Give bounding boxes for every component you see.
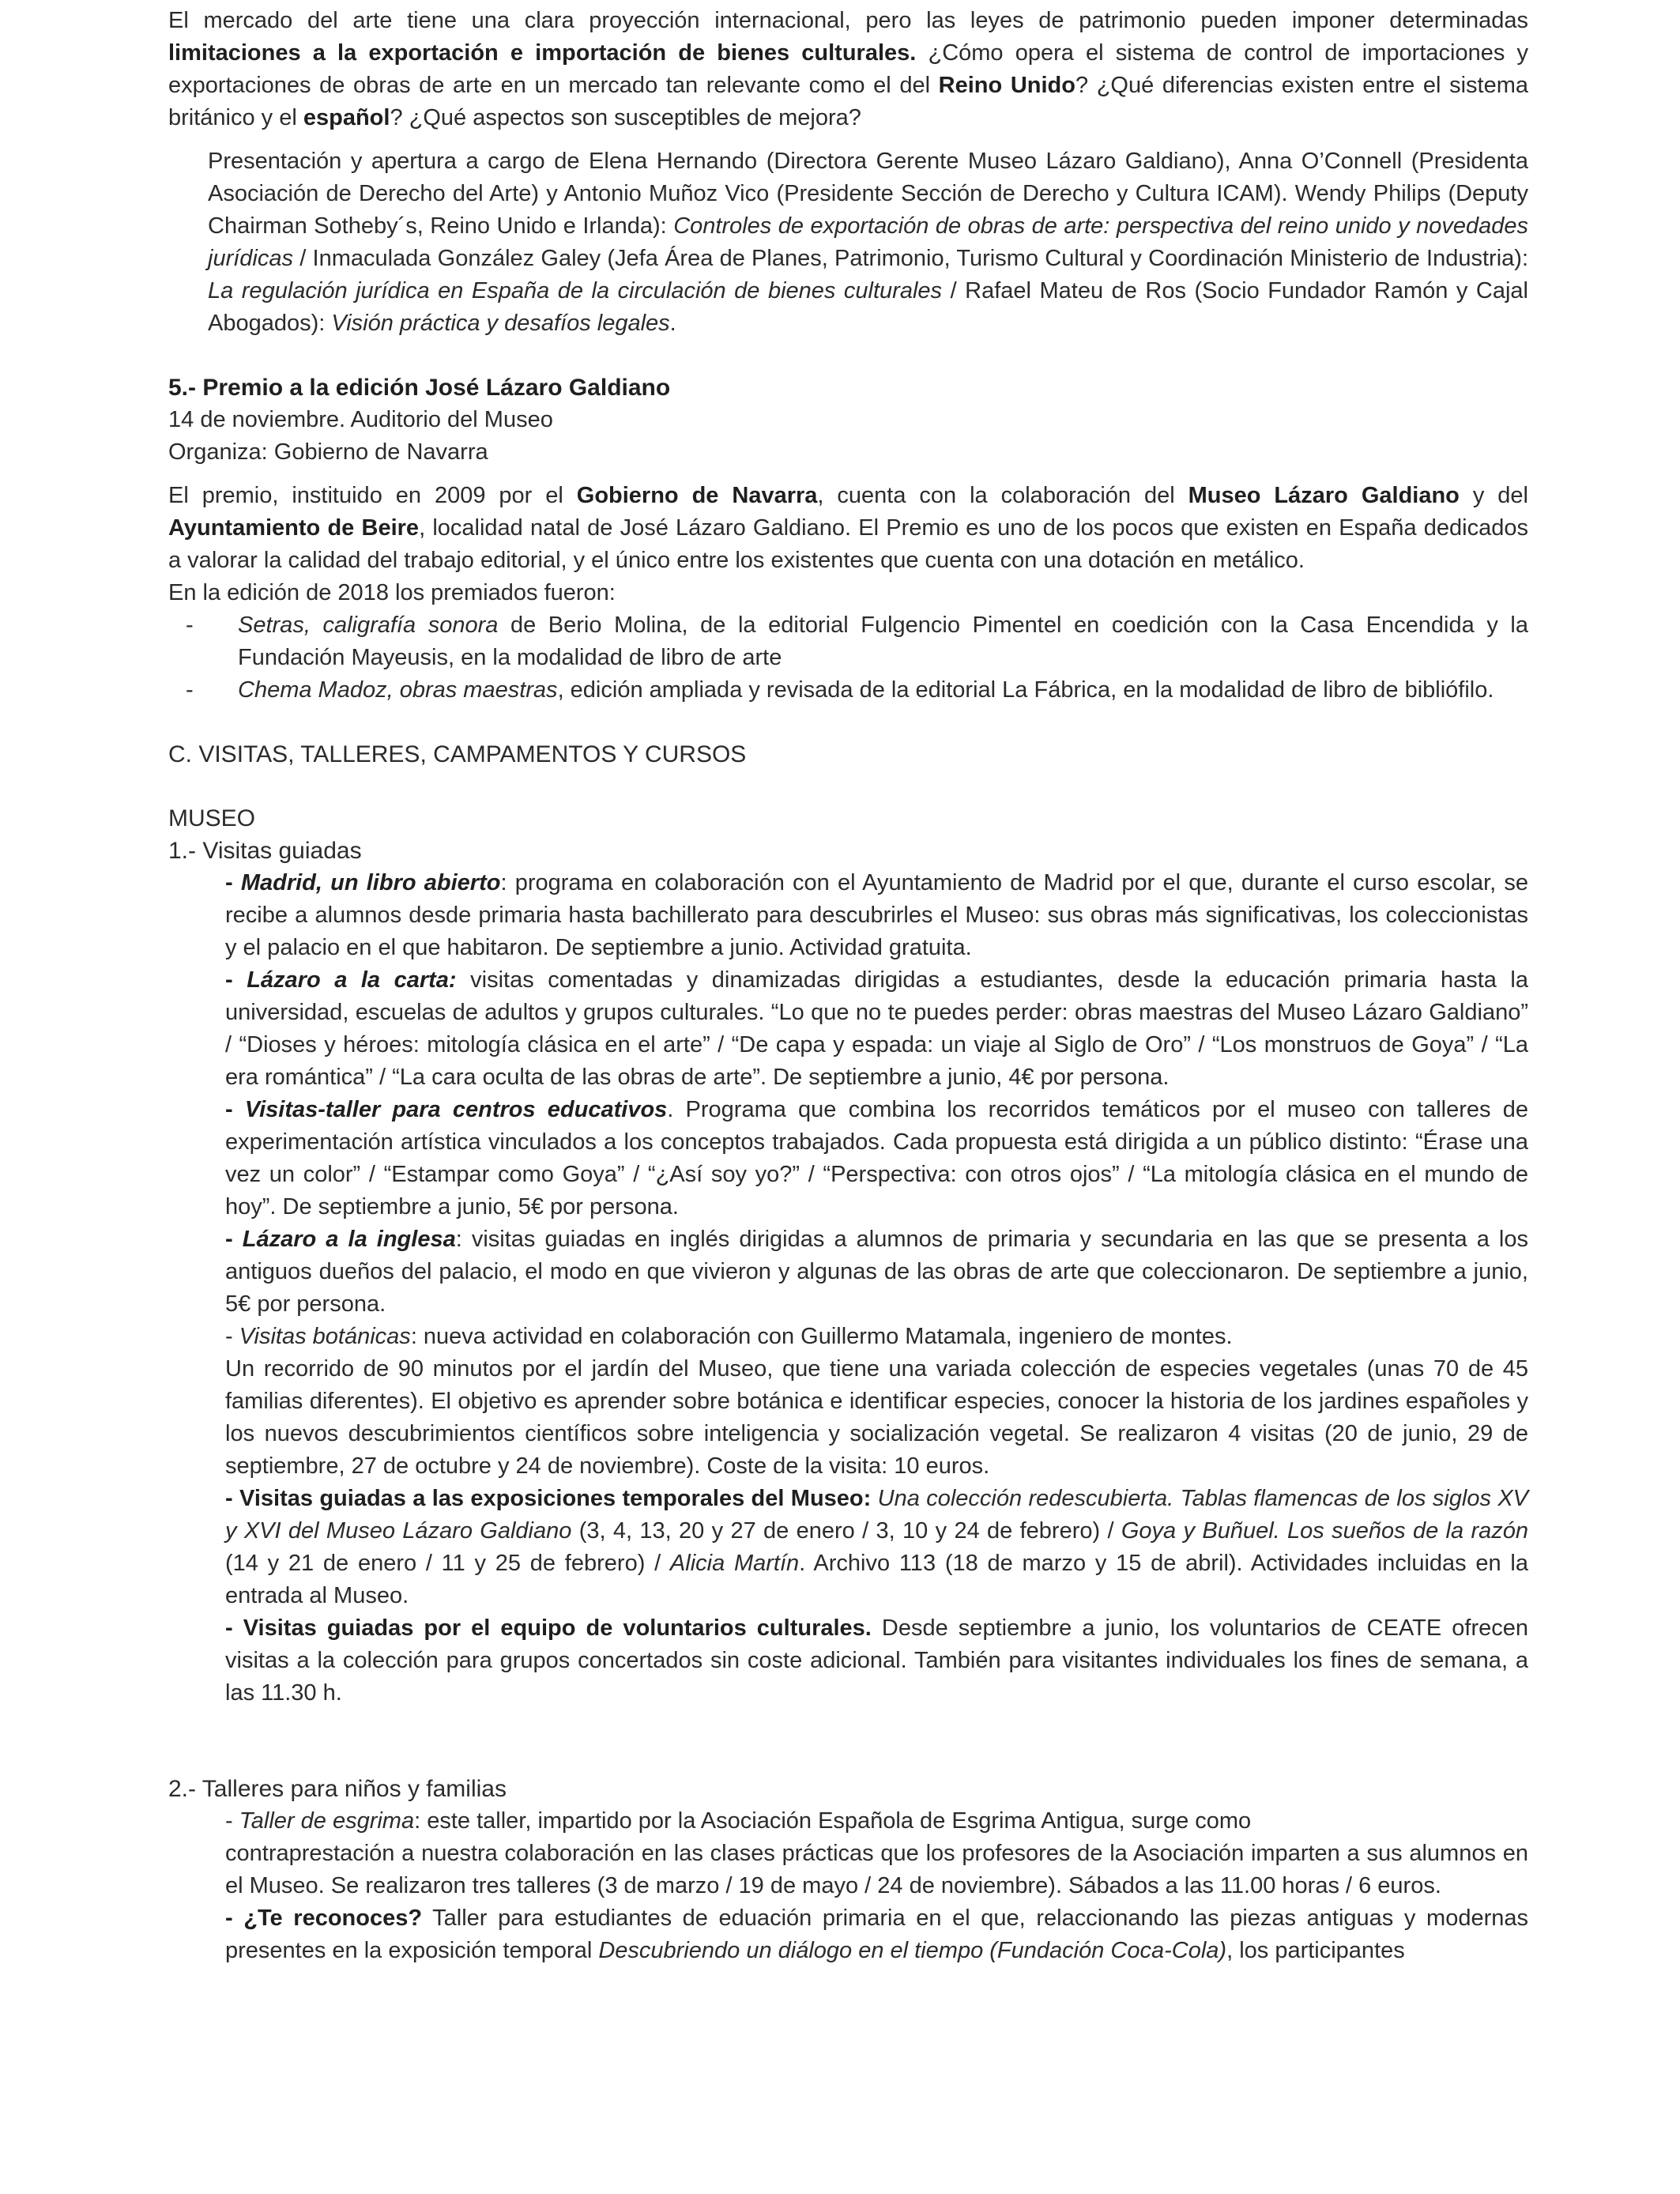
list-item-text: , edición ampliada y revisada de la editorial La Fábrica, en la modalidad de libro de bibliófilo. (557, 677, 1494, 703)
visita-title: - Visitas guiadas a las exposiciones temporales del Museo: (225, 1486, 878, 1511)
visita-voluntarios (225, 1612, 1528, 1710)
premio-text: , localidad natal de José Lázaro Galdiano. El Premio es uno de los pocos que existen en España dedicados a valorar la calidad del trabajo editorial, y el único entre los existentes que cuenta con una dotación en metálico. (168, 515, 1528, 573)
list-item (168, 609, 1528, 674)
document-page (168, 5, 1528, 1967)
visita-text: (14 y 21 de enero / 11 y 25 de febrero) / (225, 1551, 670, 1576)
taller-text: Taller para estudiantes de eduación primaria en el que, relaccionando las piezas antiguas y modernas presentes en la exposición temporal (225, 1906, 1528, 1963)
visita-title: Madrid, un libro abierto (240, 870, 501, 895)
premio-paragraph (168, 480, 1528, 577)
taller-esgrima (225, 1805, 1528, 1838)
visita-dash: - (225, 1324, 239, 1349)
visita-title: Visitas botánicas (239, 1324, 411, 1349)
list-dash: - (186, 613, 194, 638)
visita-text: . Programa que combina los recorridos temáticos por el museo con talleres de experimentación artística vinculados a los conceptos trabajados. Cada propuesta está dirigida a un público distinto: “Érase una vez un color” / “Estampar como Goya” / “¿Así soy yo?” / “Perspectiva: con otros ojos” / “La mitología clásica en el mundo de hoy”. De septiembre a junio, 5€ por persona. (225, 1097, 1528, 1220)
presentation-italic: La regulación jurídica en España de la circulación de bienes culturales (208, 278, 943, 303)
visita-lazaro-inglesa (225, 1223, 1528, 1321)
visita-text: : visitas guiadas en inglés dirigidas a alumnos de primaria y secundaria en las que se presenta a los antiguos dueños del palacio, el modo en que vivieron y algunas de las obras de arte que coleccionaron. De septiembre a junio, 5€ por persona. (225, 1227, 1528, 1317)
taller-dash: - (225, 1808, 239, 1834)
premio-winners-list (168, 609, 1528, 707)
premio-date: 14 de noviembre. Auditorio del Museo (168, 407, 553, 432)
list-dash: - (186, 677, 194, 703)
visita-botanicas-detail: Un recorrido de 90 minutos por el jardín del Museo, que tiene una variada colección de especies vegetales (unas 70 de 45 familias diferentes). El objetivo es aprender sobre botánica e identificar especies, conocer la historia de los jardines españoles y los nuevos descubrimientos científicos sobre inteligencia y socialización vegetal. Se realizaron 4 visitas (20 de junio, 29 de septiembre, 27 de octubre y 24 de noviembre). Coste de la visita: 10 euros. (225, 1356, 1528, 1479)
visita-dash: - (225, 870, 241, 895)
intro-paragraph (168, 5, 1528, 134)
intro-bold-reino-unido: Reino Unido (938, 73, 1075, 98)
visita-title: Lázaro a la inglesa (242, 1227, 456, 1252)
list-item-text: de Berio Molina, de la editorial Fulgencio Pimentel en coedición con la Casa Encendida y la Fundación Mayeusis, en la modalidad de libro de arte (238, 613, 1528, 670)
visita-title: - Visitas guiadas por el equipo de voluntarios culturales. (225, 1615, 872, 1641)
visita-botanicas (225, 1321, 1528, 1353)
visitas-heading: 1.- Visitas guiadas (168, 838, 362, 864)
premio-heading: 5.- Premio a la edición José Lázaro Galdiano (168, 375, 671, 401)
talleres-block (168, 1805, 1528, 1967)
presentation-text: / Rafael Mateu de Ros (Socio Fundador Ramón y Cajal Abogados): (208, 278, 1528, 336)
taller-te-reconoces (225, 1902, 1528, 1967)
visita-text: Desde septiembre a junio, los voluntarios de CEATE ofrecen visitas a la colección para grupos concertados sin coste adicional. También para visitantes individuales los fines de semana, a las 11.30 h. (225, 1615, 1528, 1706)
visita-text: (3, 4, 13, 20 y 27 de enero / 3, 10 y 24 de febrero) / (571, 1518, 1121, 1544)
intro-text: ¿Cómo opera el sistema de control de importaciones y exportaciones de obras de arte en un mercado tan relevante como el del (168, 40, 1528, 98)
visita-exposiciones-temporales (225, 1483, 1528, 1612)
visita-text: : nueva actividad en colaboración con Guillermo Matamala, ingeniero de montes. (410, 1324, 1233, 1349)
list-item (168, 674, 1528, 707)
premio-edition: En la edición de 2018 los premiados fueron: (168, 580, 616, 605)
presentation-text: Presentación y apertura a cargo de Elena Hernando (Directora Gerente Museo Lázaro Galdiano), Anna O’Connell (Presidenta Asociación de Derecho del Arte) y Antonio Muñoz Vico (Presidente Sección de Derecho y Cultura ICAM). Wendy Philips (Deputy Chairman Sotheby´s, Reino Unido e Irlanda): (208, 149, 1528, 239)
taller-italic: Descubriendo un diálogo en el tiempo (Fundación Coca-Cola) (598, 1938, 1227, 1963)
visita-text: visitas comentadas y dinamizadas dirigidas a estudiantes, desde la educación primaria hasta la universidad, escuelas de adultos y grupos culturales. “Lo que no te puedes perder: obras maestras del Museo Lázaro Galdiano” / “Dioses y héroes: mitología clásica en el arte” / “De capa y espada: un viaje al Siglo de Oro” / “Los monstruos de Goya” / “La era romántica” / “La cara oculta de las obras de arte”. De septiembre a junio, 4€ por persona. (225, 967, 1528, 1090)
intro-text: El mercado del arte tiene una clara proyección internacional, pero las leyes de patrimonio pueden imponer determinadas (168, 8, 1528, 33)
taller-text: : este taller, impartido por la Asociación Española de Esgrima Antigua, surge como (414, 1808, 1252, 1834)
visita-madrid-libro-abierto (225, 867, 1528, 964)
visita-italic: Goya y Buñuel. Los sueños de la razón (1121, 1518, 1528, 1544)
talleres-heading: 2.- Talleres para niños y familias (168, 1776, 507, 1802)
premio-text: El premio, instituido en 2009 por el (168, 483, 577, 508)
visita-title: Lázaro a la carta: (247, 967, 457, 993)
premio-text: , cuenta con la colaboración del (817, 483, 1188, 508)
presentation-italic: Visión práctica y desafíos legales (331, 311, 670, 336)
visita-dash: - (225, 1227, 243, 1252)
taller-text: , los participantes (1226, 1938, 1405, 1963)
presentation-text: . (669, 311, 676, 336)
museo-heading: MUSEO (168, 805, 256, 831)
visita-italic: Una colección redescubierta. Tablas flamencas de los siglos XV y XVI del Museo Lázaro Galdiano (225, 1486, 1528, 1544)
premio-bold: Ayuntamiento de Beire (168, 515, 420, 541)
taller-title: - ¿Te reconoces? (225, 1906, 423, 1931)
visita-text: : programa en colaboración con el Ayuntamiento de Madrid por el que, durante el curso escolar, se recibe a alumnos desde primaria hasta bachillerato para descubrirles el Museo: sus obras más significativas, los coleccionistas y el palacio en el que habitaron. De septiembre a junio. Actividad gratuita. (225, 870, 1528, 960)
visita-title: Visitas-taller para centros educativos (244, 1097, 668, 1122)
visita-lazaro-carta (225, 964, 1528, 1094)
presentation-italic: Controles de exportación de obras de arte: perspectiva del reino unido y novedades jurídicas (208, 213, 1528, 271)
presentation-paragraph (168, 145, 1528, 340)
premio-text: y del (1459, 483, 1528, 508)
intro-text: ? ¿Qué diferencias existen entre el sistema británico y el (168, 73, 1528, 130)
visita-dash: - (225, 967, 247, 993)
list-item-title: Chema Madoz, obras maestras (238, 677, 558, 703)
section-c-heading: C. VISITAS, TALLERES, CAMPAMENTOS Y CURSOS (168, 741, 747, 767)
intro-bold-espanol: español (303, 105, 390, 130)
intro-bold-limitaciones: limitaciones a la exportación e importación de bienes culturales. (168, 40, 917, 66)
taller-title: Taller de esgrima (239, 1808, 415, 1834)
visitas-block (168, 867, 1528, 1710)
visita-dash: - (225, 1097, 245, 1122)
list-item-title: Setras, caligrafía sonora (238, 613, 499, 638)
presentation-text: / Inmaculada González Galey (Jefa Área de Planes, Patrimonio, Turismo Cultural y Coordinación Ministerio de Industria): (293, 246, 1528, 271)
taller-esgrima-detail: contraprestación a nuestra colaboración en las clases prácticas que los profesores de la Asociación imparten a sus alumnos en el Museo. Se realizaron tres talleres (3 de marzo / 19 de mayo / 24 de noviembre). Sábados a las 11.00 horas / 6 euros. (225, 1841, 1528, 1898)
visita-text: . Archivo 113 (18 de marzo y 15 de abril). Actividades incluidas en la entrada al Museo. (225, 1551, 1528, 1608)
premio-organiza: Organiza: Gobierno de Navarra (168, 439, 488, 465)
premio-bold: Gobierno de Navarra (576, 483, 818, 508)
visita-italic: Alicia Martín (669, 1551, 800, 1576)
premio-bold: Museo Lázaro Galdiano (1188, 483, 1460, 508)
intro-text: ? ¿Qué aspectos son susceptibles de mejora? (390, 105, 861, 130)
visita-taller-centros (225, 1094, 1528, 1223)
